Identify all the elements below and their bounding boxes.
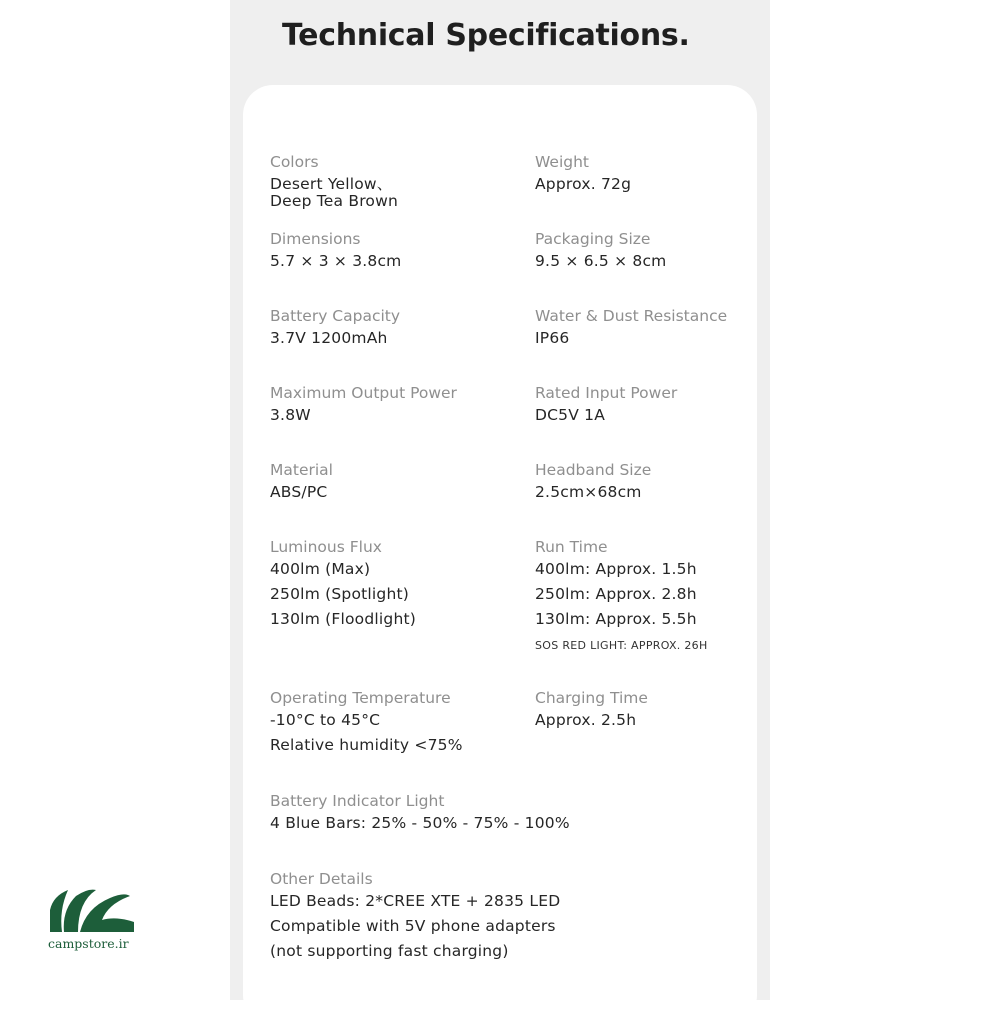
spec-value: DC5V 1A: [535, 406, 606, 424]
spec-rated-input-power: [535, 383, 677, 428]
spec-max-output-power: [270, 383, 457, 428]
spec-note: SOS RED LIGHT: APPROX. 26H: [535, 639, 708, 652]
spec-value: 3.8W: [270, 406, 311, 424]
spec-label: Other Details: [270, 870, 373, 888]
spec-charging-time: [535, 688, 648, 733]
spec-dimensions: [270, 229, 401, 274]
page-title: Technical Specifications.: [282, 18, 690, 53]
spec-label: Packaging Size: [535, 230, 651, 248]
spec-value: LED Beads: 2*CREE XTE + 2835 LED: [270, 892, 561, 910]
spec-material: [270, 460, 333, 505]
spec-value: 9.5 × 6.5 × 8cm: [535, 252, 667, 270]
spec-value: IP66: [535, 329, 570, 347]
spec-value: Approx. 72g: [535, 175, 632, 193]
spec-value: 2.5cm×68cm: [535, 483, 642, 501]
spec-label: Colors: [270, 153, 319, 171]
spec-label: Battery Capacity: [270, 307, 401, 325]
spec-label: Battery Indicator Light: [270, 792, 445, 810]
spec-label: Weight: [535, 153, 590, 171]
spec-water-dust-resistance: [535, 306, 727, 351]
spec-label: Material: [270, 461, 333, 479]
spec-value: -10°C to 45°C: [270, 711, 381, 729]
spec-value: Compatible with 5V phone adapters: [270, 917, 556, 935]
spec-value: Relative humidity <75%: [270, 736, 463, 754]
spec-value: 250lm: Approx. 2.8h: [535, 585, 697, 603]
spec-headband-size: [535, 460, 651, 505]
spec-value: Desert Yellow、: [270, 175, 393, 193]
spec-label: Luminous Flux: [270, 538, 382, 556]
spec-value: 130lm (Floodlight): [270, 610, 416, 628]
spec-value: 400lm (Max): [270, 560, 371, 578]
spec-label: Charging Time: [535, 689, 648, 707]
spec-value: (not supporting fast charging): [270, 942, 509, 960]
spec-value: ABS/PC: [270, 483, 328, 501]
watermark-text: campstore.ir: [48, 936, 129, 951]
spec-value: Deep Tea Brown: [270, 192, 399, 210]
spec-value: 5.7 × 3 × 3.8cm: [270, 252, 402, 270]
spec-value: 400lm: Approx. 1.5h: [535, 560, 697, 578]
spec-colors: [270, 152, 398, 210]
spec-label: Headband Size: [535, 461, 652, 479]
spec-value: 4 Blue Bars: 25% - 50% - 75% - 100%: [270, 814, 570, 832]
spec-label: Dimensions: [270, 230, 361, 248]
campstore-logo: [48, 888, 140, 958]
spec-operating-temperature: [270, 688, 463, 758]
spec-value: 3.7V 1200mAh: [270, 329, 388, 347]
spec-label: Run Time: [535, 538, 608, 556]
spec-label: Maximum Output Power: [270, 384, 457, 402]
spec-value: Approx. 2.5h: [535, 711, 637, 729]
spec-label: Operating Temperature: [270, 689, 451, 707]
spec-label: Water & Dust Resistance: [535, 307, 728, 325]
spec-battery-capacity: [270, 306, 400, 351]
spec-label: Rated Input Power: [535, 384, 678, 402]
spec-value: 130lm: Approx. 5.5h: [535, 610, 697, 628]
spec-weight: [535, 152, 631, 197]
spec-battery-indicator: [270, 791, 570, 836]
spec-other-details: [270, 869, 560, 964]
leaf-logo-icon: [50, 888, 136, 934]
spec-run-time: [535, 537, 708, 654]
spec-value: 250lm (Spotlight): [270, 585, 410, 603]
spec-packaging-size: [535, 229, 666, 274]
spec-luminous-flux: [270, 537, 416, 632]
